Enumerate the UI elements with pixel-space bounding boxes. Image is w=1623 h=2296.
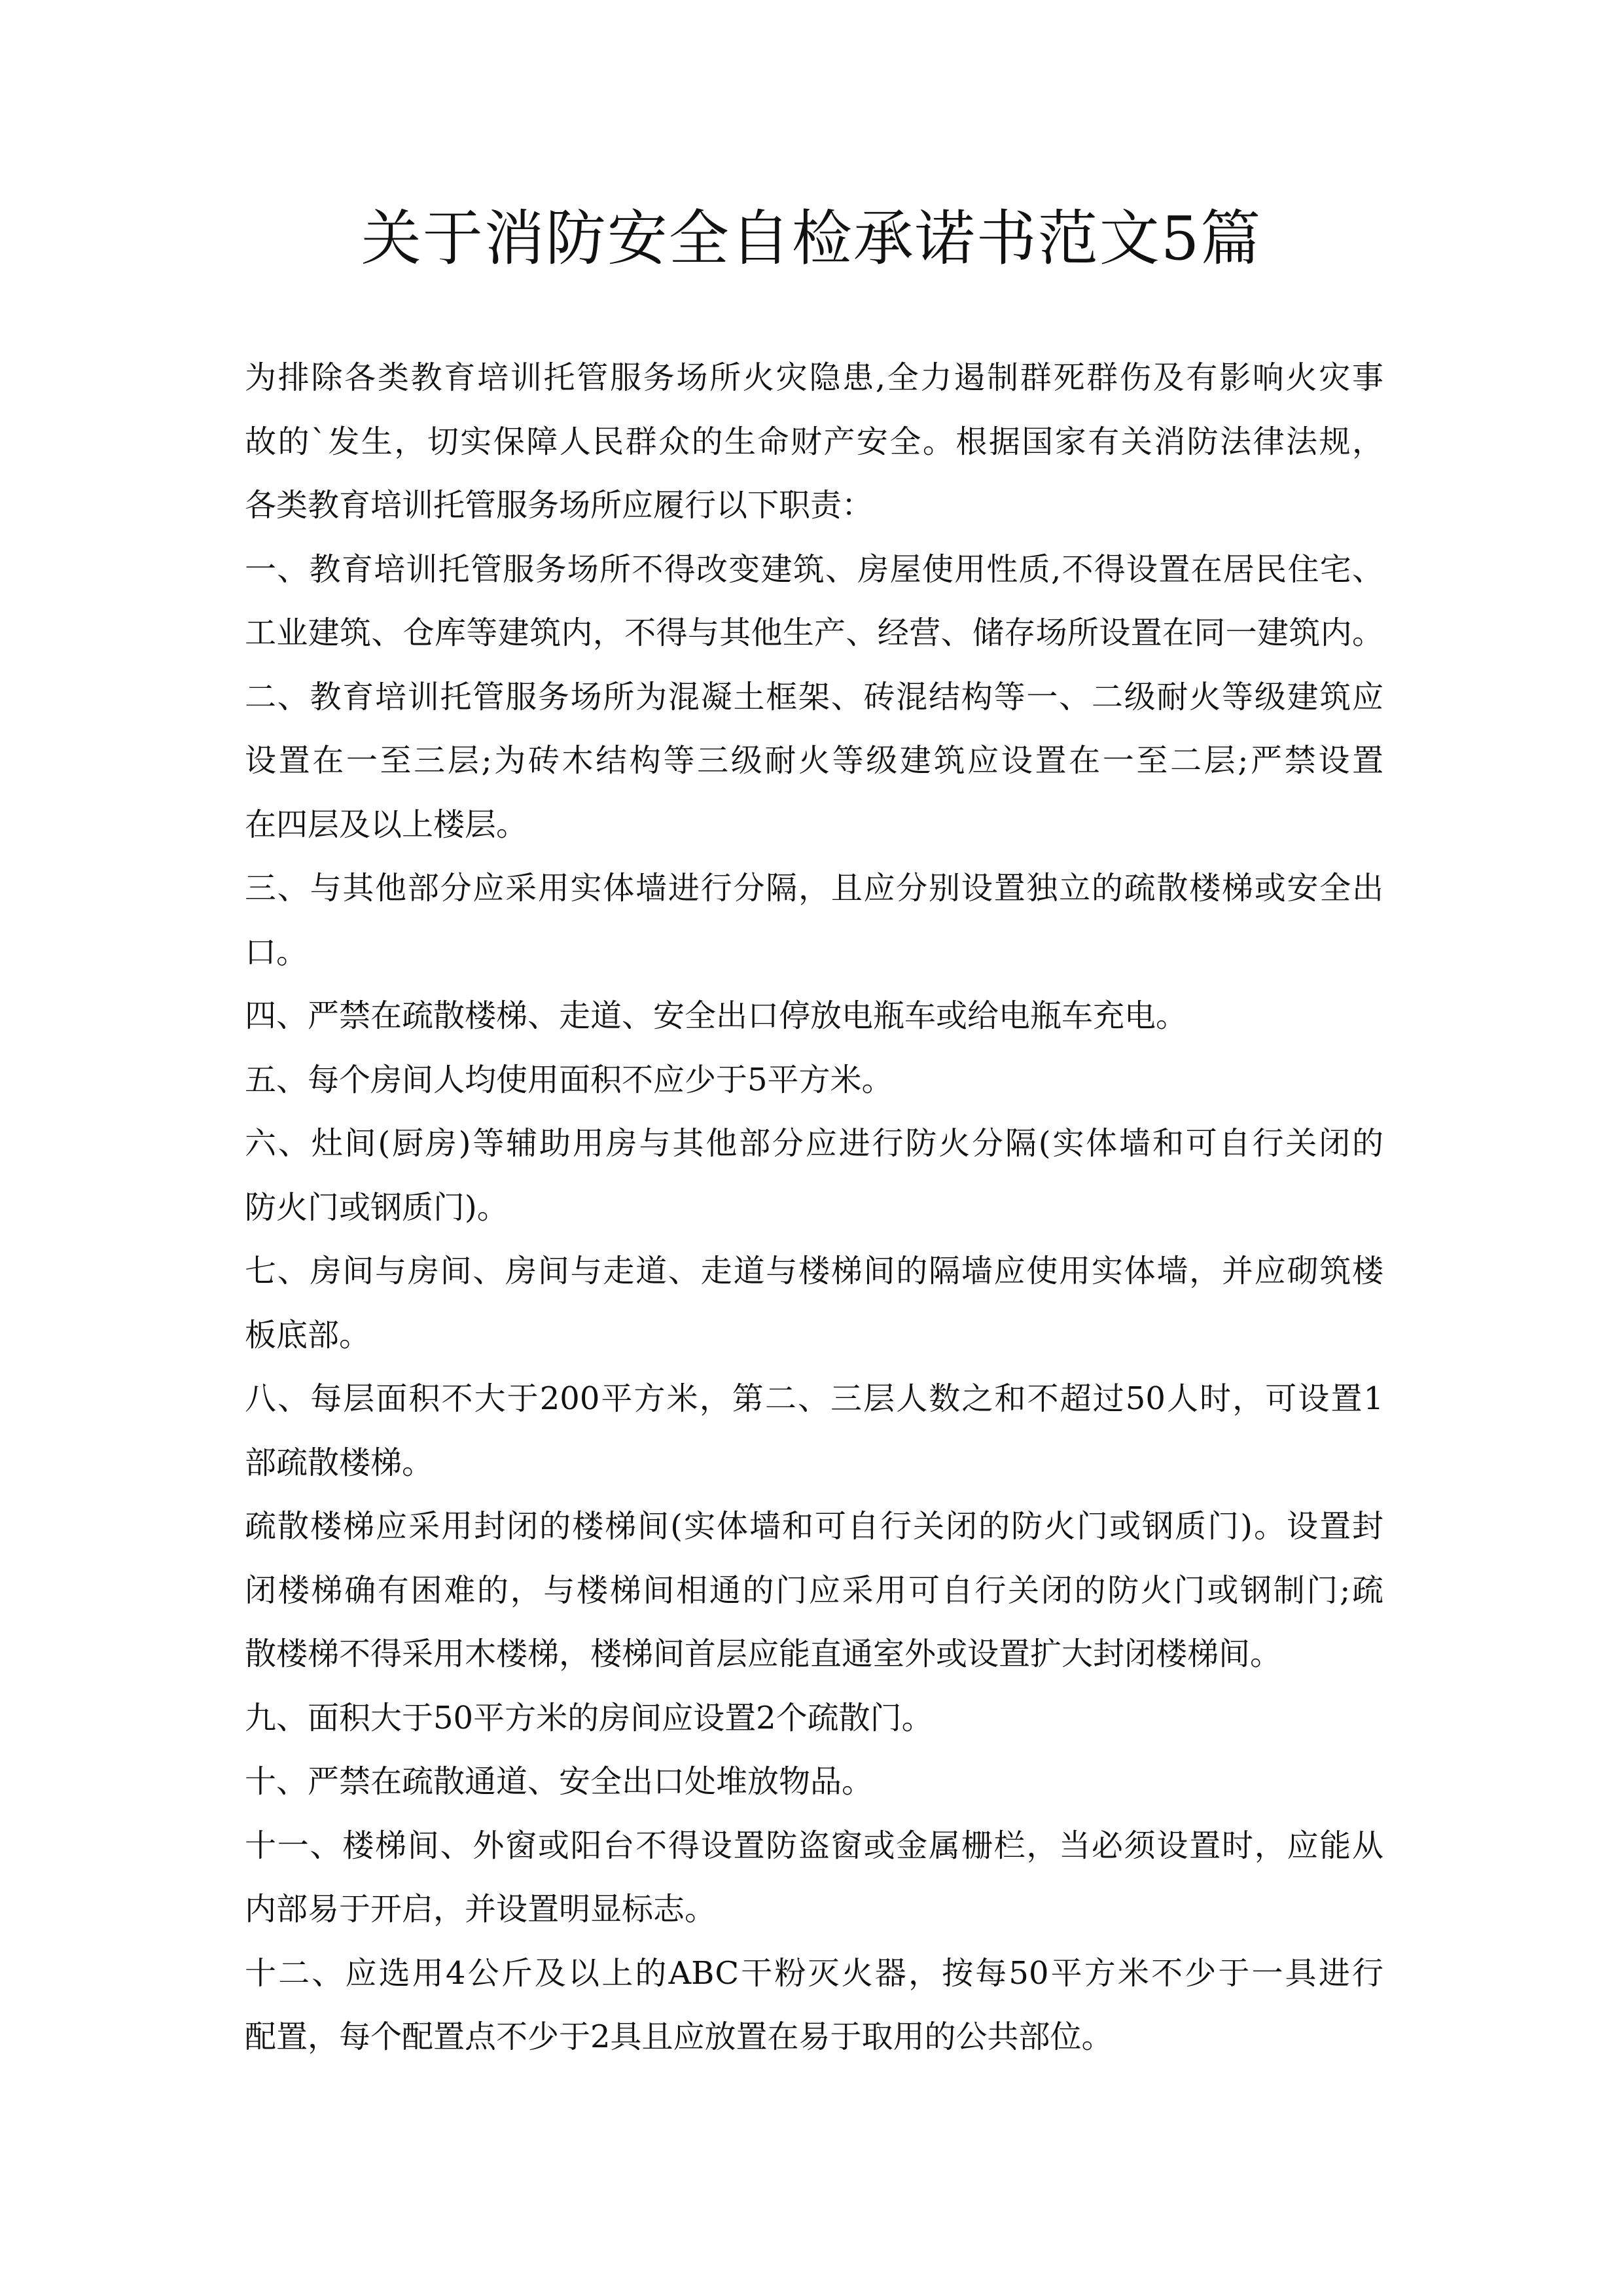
document-body bbox=[245, 348, 1383, 2072]
clause-8-cont: 部疏散楼梯。 bbox=[245, 1444, 434, 1481]
clause-7-cont: 板底部。 bbox=[245, 1316, 371, 1354]
clause-11-cont: 内部易于开启，并设置明显标志。 bbox=[245, 1891, 717, 1928]
clause-5: 五、每个房间人均使用面积不应少于5平方米。 bbox=[245, 1061, 893, 1098]
stair-paragraph-cont: 闭楼梯确有困难的，与楼梯间相通的门应采用可自行关闭的防火门或钢制门;疏 bbox=[245, 1571, 1383, 1609]
clause-1-cont: 工业建筑、仓库等建筑内，不得与其他生产、经营、储存场所设置在同一建筑内。 bbox=[245, 615, 1383, 651]
clause-7: 七、房间与房间、房间与走道、走道与楼梯间的隔墙应使用实体墙，并应砌筑楼 bbox=[245, 1253, 1383, 1289]
clause-10: 十、严禁在疏散通道、安全出口处堆放物品。 bbox=[245, 1763, 874, 1800]
clause-4: 四、严禁在疏散楼梯、走道、安全出口停放电瓶车或给电瓶车充电。 bbox=[245, 997, 1188, 1034]
body-line: 为排除各类教育培训托管服务场所火灾隐患,全力遏制群死群伤及有影响火灾事 bbox=[245, 359, 1383, 396]
clause-3-cont: 口。 bbox=[245, 933, 308, 971]
stair-paragraph: 疏散楼梯应采用封闭的楼梯间(实体墙和可自行关闭的防火门或钢质门)。设置封 bbox=[245, 1508, 1383, 1545]
clause-8: 八、每层面积不大于200平方米，第二、三层人数之和不超过50人时，可设置1 bbox=[245, 1380, 1383, 1417]
clause-9: 九、面积大于50平方米的房间应设置2个疏散门。 bbox=[245, 1699, 933, 1736]
clause-2-cont: 设置在一至三层;为砖木结构等三级耐火等级建筑应设置在一至二层;严禁设置 bbox=[245, 742, 1383, 779]
clause-1: 一、教育培训托管服务场所不得改变建筑、房屋使用性质,不得设置在居民住宅、 bbox=[245, 550, 1383, 588]
document-title: 关于消防安全自检承诺书范文5篇 bbox=[361, 204, 1262, 274]
clause-6-cont: 防火门或钢质门)。 bbox=[245, 1189, 508, 1226]
clause-3: 三、与其他部分应采用实体墙进行分隔，且应分别设置独立的疏散楼梯或安全出 bbox=[245, 870, 1383, 906]
clause-12-cont: 配置，每个配置点不少于2具且应放置在易于取用的公共部位。 bbox=[245, 2018, 1113, 2055]
clause-2-cont: 在四层及以上楼层。 bbox=[245, 806, 528, 843]
stair-paragraph-cont: 散楼梯不得采用木楼梯，楼梯间首层应能直通室外或设置扩大封闭楼梯间。 bbox=[245, 1636, 1282, 1672]
clause-2: 二、教育培训托管服务场所为混凝土框架、砖混结构等一、二级耐火等级建筑应 bbox=[245, 678, 1383, 715]
body-line: 各类教育培训托管服务场所应履行以下职责： bbox=[245, 487, 874, 524]
clause-12: 十二、应选用4公斤及以上的ABC干粉灭火器，按每50平方米不少于一具进行 bbox=[245, 1954, 1383, 1992]
clause-6: 六、灶间(厨房)等辅助用房与其他部分应进行防火分隔(实体墙和可自行关闭的 bbox=[245, 1125, 1383, 1162]
clause-11: 十一、楼梯间、外窗或阳台不得设置防盗窗或金属栅栏，当必须设置时，应能从 bbox=[245, 1827, 1383, 1864]
body-line: 故的`发生，切实保障人民群众的生命财产安全。根据国家有关消防法律法规， bbox=[245, 423, 1383, 460]
